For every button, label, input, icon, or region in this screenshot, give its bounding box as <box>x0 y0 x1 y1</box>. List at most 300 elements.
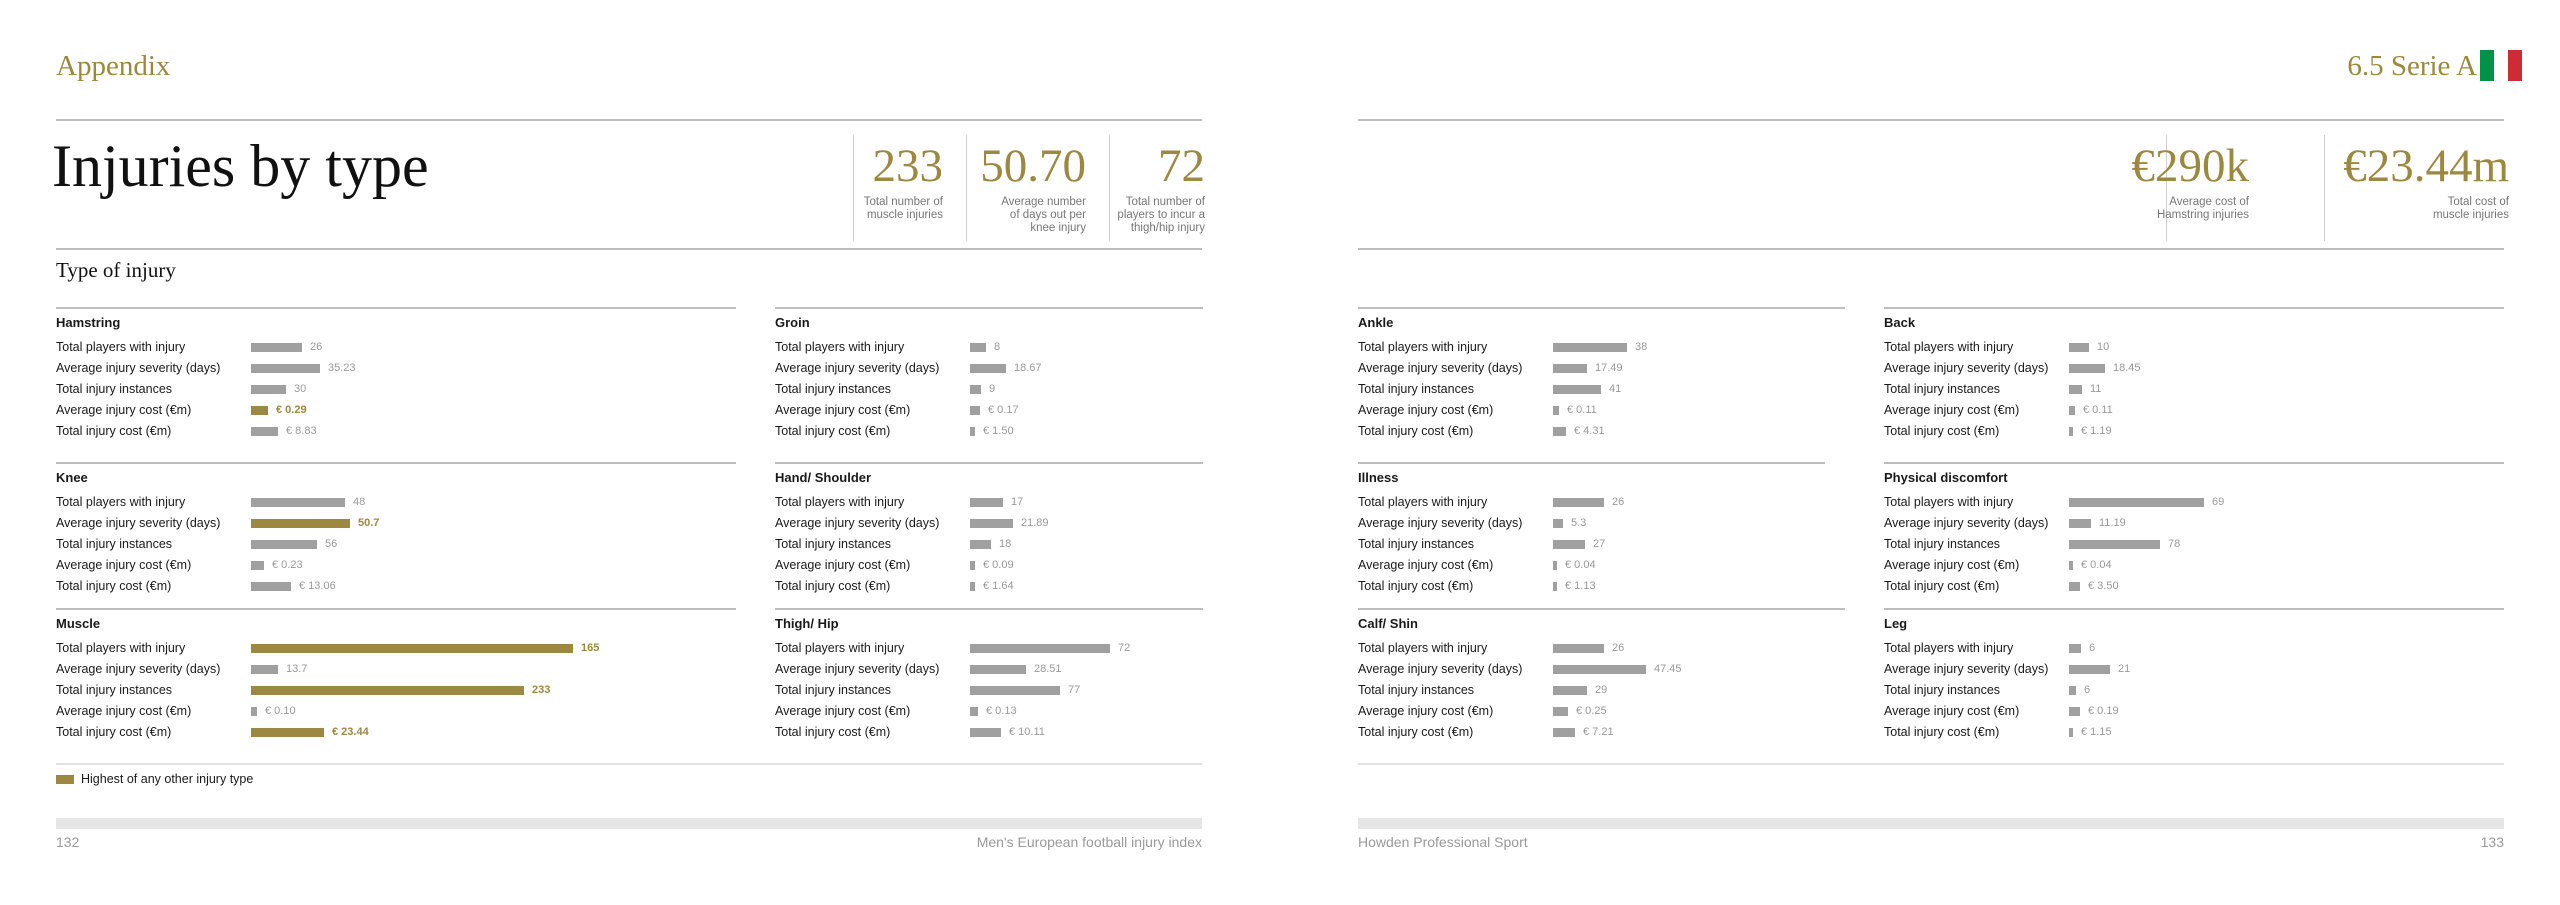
metric-row <box>775 534 1203 555</box>
metric-row <box>775 659 1203 680</box>
metric-row <box>775 421 1203 442</box>
metric-row <box>775 638 1203 659</box>
metric-label: Total injury instances <box>56 537 173 551</box>
metric-label: Total injury instances <box>1884 683 2001 697</box>
divider <box>1358 248 2504 250</box>
footer-caption-right: Howden Professional Sport <box>1358 834 1528 850</box>
stat-label <box>2132 196 2250 222</box>
metric-row <box>1884 555 2504 576</box>
metric-bar <box>970 728 1001 737</box>
injury-section <box>775 468 1203 597</box>
injury-section <box>1358 313 1845 442</box>
metric-label: Total players with injury <box>1884 495 2014 509</box>
metric-row <box>56 421 736 442</box>
metric-value: € 0.04 <box>2081 559 2112 571</box>
metric-row <box>1358 337 1845 358</box>
metric-value: 6 <box>2084 684 2091 696</box>
metric-label: Total players with injury <box>1358 495 1488 509</box>
league-header: 6.5 Serie A <box>2347 50 2477 82</box>
metric-label: Total injury instances <box>1358 537 1475 551</box>
metric-value: € 0.04 <box>1565 559 1596 571</box>
metric-row <box>1884 722 2504 743</box>
metric-row <box>1884 576 2504 597</box>
injury-section <box>1884 468 2504 597</box>
metric-value: 233 <box>532 684 551 696</box>
metric-label: Average injury severity (days) <box>56 516 221 530</box>
metric-bar <box>251 385 286 394</box>
metric-value: € 1.19 <box>2081 425 2112 437</box>
stat-label-line: muscle injuries <box>866 209 943 221</box>
divider <box>56 248 1202 250</box>
metric-row <box>1358 638 1845 659</box>
metric-row <box>1358 492 1825 513</box>
metric-row <box>1884 513 2504 534</box>
divider <box>1358 119 2504 121</box>
injury-type-title: Back <box>1884 315 1916 330</box>
metric-bar <box>251 686 524 695</box>
legend-swatch <box>56 775 74 784</box>
metric-bar <box>1553 343 1627 352</box>
stat-value: 233 <box>872 140 943 192</box>
injury-section <box>1358 468 1825 597</box>
stat-muscle-cost <box>2343 138 2509 222</box>
metric-bar <box>251 707 257 716</box>
metric-label: Average injury severity (days) <box>1884 361 2049 375</box>
metric-bar <box>1553 498 1604 507</box>
metric-value: 17 <box>1011 496 1024 508</box>
metric-row <box>1358 722 1845 743</box>
legend-label: Highest of any other injury type <box>81 772 254 786</box>
metric-value: € 1.50 <box>983 425 1014 437</box>
section-divider <box>1884 608 2504 610</box>
metric-row <box>775 337 1203 358</box>
metric-row <box>775 400 1203 421</box>
metric-label: Total players with injury <box>56 641 186 655</box>
metric-bar <box>2069 385 2082 394</box>
section-divider <box>775 462 1203 464</box>
injury-section <box>56 313 736 442</box>
metric-value: 77 <box>1068 684 1081 696</box>
injury-section <box>56 468 736 597</box>
metric-label: Average injury severity (days) <box>56 361 221 375</box>
metric-value: 11 <box>2090 383 2102 395</box>
metric-row <box>56 400 736 421</box>
metric-value: 9 <box>989 383 996 395</box>
stat-knee-days <box>980 138 1086 235</box>
metric-bar <box>1553 427 1566 436</box>
metric-value: € 0.09 <box>983 559 1014 571</box>
metric-row <box>1884 659 2504 680</box>
metric-label: Average injury severity (days) <box>775 516 940 530</box>
stat-label-line: Average number <box>1001 196 1086 208</box>
section-divider <box>1884 307 2504 309</box>
metric-row <box>1358 513 1825 534</box>
section-divider <box>56 608 736 610</box>
page-number-right: 133 <box>2480 834 2504 850</box>
metric-label: Average injury cost (€m) <box>1358 704 1494 718</box>
stat-muscle-injuries <box>864 138 943 222</box>
metric-row <box>775 722 1203 743</box>
metric-row <box>1358 659 1845 680</box>
metric-value: 10 <box>2097 341 2110 353</box>
metric-label: Average injury severity (days) <box>56 662 221 676</box>
metric-bar <box>970 385 981 394</box>
metric-value: € 3.50 <box>2088 580 2119 592</box>
metric-row <box>1358 576 1825 597</box>
metric-row <box>775 513 1203 534</box>
metric-bar <box>251 364 320 373</box>
section-divider <box>56 307 736 309</box>
metric-row <box>1884 379 2504 400</box>
metric-value: € 0.11 <box>1567 404 1597 416</box>
injury-type-title: Ankle <box>1358 315 1394 330</box>
metric-bar <box>970 582 975 591</box>
divider <box>853 135 854 241</box>
metric-bar <box>1553 644 1604 653</box>
metric-row <box>775 701 1203 722</box>
metric-bar <box>970 427 975 436</box>
divider <box>56 119 1202 121</box>
metric-bar <box>970 686 1060 695</box>
metric-row <box>1884 534 2504 555</box>
metric-value: € 0.29 <box>276 404 307 416</box>
metric-value: 56 <box>325 538 338 550</box>
section-divider <box>56 462 736 464</box>
metric-value: 18.45 <box>2113 362 2141 374</box>
metric-label: Average injury cost (€m) <box>1884 704 2020 718</box>
metric-value: 26 <box>310 341 323 353</box>
metric-bar <box>970 343 986 352</box>
metric-row <box>775 680 1203 701</box>
metric-bar <box>2069 427 2073 436</box>
metric-label: Average injury cost (€m) <box>56 558 192 572</box>
page-number-left: 132 <box>56 834 80 850</box>
divider <box>56 763 1202 765</box>
stat-label-line: Total number of <box>1125 196 1205 208</box>
metric-bar <box>2069 728 2073 737</box>
metric-row <box>56 379 736 400</box>
italy-flag-icon <box>2480 50 2522 81</box>
metric-value: € 4.31 <box>1574 425 1605 437</box>
metric-value: 21.89 <box>1021 517 1049 529</box>
divider <box>1109 135 1110 241</box>
metric-bar <box>2069 364 2105 373</box>
stat-label-line: Average cost of <box>2169 196 2249 208</box>
section-divider <box>1884 462 2504 464</box>
stat-label <box>2343 196 2509 222</box>
metric-value: 8 <box>994 341 1001 353</box>
metric-row <box>56 534 736 555</box>
metric-label: Total injury instances <box>1358 382 1475 396</box>
metric-row <box>56 555 736 576</box>
stat-label-line: muscle injuries <box>2432 209 2509 221</box>
metric-value: 72 <box>1118 642 1131 654</box>
metric-label: Total injury cost (€m) <box>775 579 891 593</box>
injury-section <box>775 614 1203 743</box>
metric-bar <box>970 364 1006 373</box>
metric-row <box>1884 358 2504 379</box>
injury-type-title: Thigh/ Hip <box>775 616 839 631</box>
metric-row <box>775 379 1203 400</box>
metric-label: Total injury cost (€m) <box>56 424 172 438</box>
injury-type-title: Hand/ Shoulder <box>775 470 872 485</box>
metric-label: Average injury severity (days) <box>1358 516 1523 530</box>
metric-row <box>775 358 1203 379</box>
metric-row <box>56 680 736 701</box>
metric-label: Total injury cost (€m) <box>1358 579 1474 593</box>
metric-label: Total injury cost (€m) <box>56 579 172 593</box>
metric-value: 21 <box>2118 663 2131 675</box>
metric-bar <box>2069 343 2089 352</box>
metric-bar <box>1553 385 1601 394</box>
metric-label: Average injury cost (€m) <box>1884 403 2020 417</box>
metric-bar <box>970 498 1003 507</box>
metric-bar <box>2069 686 2076 695</box>
metric-row <box>1884 701 2504 722</box>
metric-bar <box>2069 582 2080 591</box>
metric-label: Average injury cost (€m) <box>1358 558 1494 572</box>
metric-value: 18.67 <box>1014 362 1042 374</box>
metric-row <box>56 638 736 659</box>
metric-label: Total injury cost (€m) <box>1358 424 1474 438</box>
metric-value: 41 <box>1609 383 1622 395</box>
metric-bar <box>970 540 991 549</box>
metric-row <box>1884 421 2504 442</box>
divider <box>1358 763 2504 765</box>
metric-value: € 8.83 <box>286 425 317 437</box>
metric-row <box>1358 400 1845 421</box>
metric-label: Total injury instances <box>775 683 892 697</box>
metric-bar <box>251 343 302 352</box>
metric-row <box>56 492 736 513</box>
metric-value: 13.7 <box>286 663 308 675</box>
metric-label: Total players with injury <box>1358 641 1488 655</box>
metric-value: € 0.11 <box>2083 404 2113 416</box>
metric-value: 69 <box>2212 496 2225 508</box>
metric-row <box>1358 358 1845 379</box>
metric-bar <box>2069 665 2110 674</box>
metric-value: € 0.25 <box>1576 705 1607 717</box>
metric-bar <box>2069 540 2160 549</box>
injury-type-title: Groin <box>775 315 810 330</box>
metric-label: Total players with injury <box>1884 641 2014 655</box>
metric-bar <box>251 665 278 674</box>
metric-value: 48 <box>353 496 366 508</box>
injury-section <box>56 614 736 743</box>
metric-bar <box>251 582 291 591</box>
metric-value: € 13.06 <box>299 580 336 592</box>
metric-label: Total injury cost (€m) <box>1884 579 2000 593</box>
metric-bar <box>970 561 975 570</box>
metric-bar <box>1553 406 1559 415</box>
stat-label-line: Total cost of <box>2447 196 2509 208</box>
metric-row <box>56 513 736 534</box>
metric-row <box>1358 421 1845 442</box>
injury-section <box>1884 313 2504 442</box>
metric-row <box>56 576 736 597</box>
metric-label: Total injury instances <box>775 537 892 551</box>
metric-bar <box>1553 728 1575 737</box>
metric-label: Total players with injury <box>1884 340 2014 354</box>
metric-label: Total players with injury <box>56 340 186 354</box>
injury-section <box>775 313 1203 442</box>
metric-label: Average injury severity (days) <box>1884 516 2049 530</box>
metric-row <box>1884 337 2504 358</box>
metric-value: 6 <box>2089 642 2096 654</box>
metric-row <box>56 659 736 680</box>
section-divider <box>775 307 1203 309</box>
metric-value: € 1.15 <box>2081 726 2112 738</box>
metric-value: 38 <box>1635 341 1648 353</box>
metric-bar <box>1553 561 1557 570</box>
metric-bar <box>251 498 345 507</box>
metric-value: 26 <box>1612 642 1625 654</box>
metric-bar <box>1553 519 1563 528</box>
stat-label <box>980 196 1086 235</box>
metric-label: Total injury cost (€m) <box>775 424 891 438</box>
metric-value: € 0.17 <box>988 404 1019 416</box>
metric-label: Total injury instances <box>56 683 173 697</box>
metric-label: Total players with injury <box>775 495 905 509</box>
metric-row <box>56 337 736 358</box>
metric-value: 78 <box>2168 538 2181 550</box>
stat-value: €290k <box>2131 140 2249 192</box>
metric-label: Average injury cost (€m) <box>56 704 192 718</box>
page-title: Injuries by type <box>52 133 429 199</box>
metric-value: € 0.19 <box>2088 705 2119 717</box>
metric-row <box>775 555 1203 576</box>
metric-bar <box>1553 665 1646 674</box>
metric-label: Total injury cost (€m) <box>775 725 891 739</box>
metric-label: Total injury instances <box>1884 382 2001 396</box>
metric-value: € 7.21 <box>1583 726 1614 738</box>
stat-label-line: of days out per <box>1009 209 1086 221</box>
injury-type-title: Hamstring <box>56 315 121 330</box>
metric-row <box>1358 555 1825 576</box>
stat-label <box>1117 196 1205 235</box>
metric-value: 5.3 <box>1571 517 1587 529</box>
metric-value: € 23.44 <box>332 726 369 738</box>
stat-value: €23.44m <box>2343 140 2509 192</box>
metric-row <box>56 701 736 722</box>
injury-type-title: Physical discomfort <box>1884 470 2008 485</box>
metric-label: Total injury instances <box>1358 683 1475 697</box>
metric-bar <box>2069 561 2073 570</box>
metric-label: Average injury cost (€m) <box>1884 558 2020 572</box>
metric-value: 35.23 <box>328 362 356 374</box>
metric-bar <box>251 644 573 653</box>
legend <box>56 772 253 786</box>
injury-type-title: Muscle <box>56 616 101 631</box>
metric-label: Average injury severity (days) <box>1358 361 1523 375</box>
metric-row <box>1358 701 1845 722</box>
section-header: Appendix <box>56 50 171 82</box>
divider <box>2324 135 2325 241</box>
metric-value: 165 <box>581 642 600 654</box>
metric-label: Total players with injury <box>56 495 186 509</box>
metric-bar <box>1553 707 1568 716</box>
metric-label: Total players with injury <box>775 641 905 655</box>
metric-bar <box>251 406 268 415</box>
stat-thigh-hip-players <box>1117 138 1205 235</box>
metric-value: € 1.64 <box>983 580 1014 592</box>
stat-label-line: thigh/hip injury <box>1130 222 1205 234</box>
metric-label: Total players with injury <box>775 340 905 354</box>
metric-label: Total injury cost (€m) <box>56 725 172 739</box>
metric-value: 50.7 <box>358 517 380 529</box>
metric-label: Total injury cost (€m) <box>1884 424 2000 438</box>
stat-label-line: knee injury <box>1030 222 1086 234</box>
metric-label: Average injury severity (days) <box>1358 662 1523 676</box>
metric-label: Average injury cost (€m) <box>775 558 911 572</box>
metric-value: 47.45 <box>1654 663 1682 675</box>
injury-type-title: Knee <box>56 470 88 485</box>
metric-value: € 0.13 <box>986 705 1017 717</box>
metric-label: Average injury severity (days) <box>775 662 940 676</box>
metric-bar <box>2069 707 2080 716</box>
section-divider <box>1358 307 1845 309</box>
metric-value: 28.51 <box>1034 663 1062 675</box>
footer-caption-left: Men's European football injury index <box>976 834 1202 850</box>
metric-bar <box>2069 519 2091 528</box>
metric-label: Average injury cost (€m) <box>775 704 911 718</box>
injury-type-title: Calf/ Shin <box>1358 616 1418 631</box>
metric-row <box>56 722 736 743</box>
metric-bar <box>251 561 264 570</box>
metric-bar <box>2069 644 2081 653</box>
metric-bar <box>970 519 1013 528</box>
footer-bar <box>1358 818 2504 829</box>
metric-row <box>775 576 1203 597</box>
metric-value: 11.19 <box>2099 517 2126 529</box>
metric-bar <box>251 540 317 549</box>
footer-bar <box>56 818 1202 829</box>
metric-bar <box>2069 406 2075 415</box>
metric-bar <box>251 728 324 737</box>
metric-bar <box>1553 364 1587 373</box>
stat-value: 50.70 <box>980 140 1086 192</box>
metric-bar <box>1553 686 1587 695</box>
metric-row <box>1884 680 2504 701</box>
metric-label: Average injury cost (€m) <box>1358 403 1494 417</box>
metric-bar <box>1553 582 1557 591</box>
metric-label: Total injury cost (€m) <box>1358 725 1474 739</box>
metric-value: € 10.11 <box>1009 726 1045 738</box>
metric-row <box>1884 400 2504 421</box>
metric-row <box>1358 379 1845 400</box>
metric-row <box>1884 638 2504 659</box>
injury-section <box>1358 614 1845 743</box>
metric-label: Average injury cost (€m) <box>775 403 911 417</box>
metric-value: 17.49 <box>1595 362 1623 374</box>
metric-row <box>1358 534 1825 555</box>
stat-label <box>864 196 943 222</box>
metric-label: Average injury severity (days) <box>775 361 940 375</box>
metric-value: € 0.10 <box>265 705 296 717</box>
metric-bar <box>970 644 1110 653</box>
stat-hamstring-cost <box>2132 138 2250 222</box>
metric-label: Total injury instances <box>775 382 892 396</box>
metric-bar <box>1553 540 1585 549</box>
stat-label-line: players to incur a <box>1117 209 1205 221</box>
metric-value: 30 <box>294 383 307 395</box>
section-subtitle: Type of injury <box>56 258 176 282</box>
metric-row <box>56 358 736 379</box>
metric-label: Average injury cost (€m) <box>56 403 192 417</box>
divider <box>966 135 967 241</box>
metric-bar <box>251 519 350 528</box>
metric-label: Total players with injury <box>1358 340 1488 354</box>
